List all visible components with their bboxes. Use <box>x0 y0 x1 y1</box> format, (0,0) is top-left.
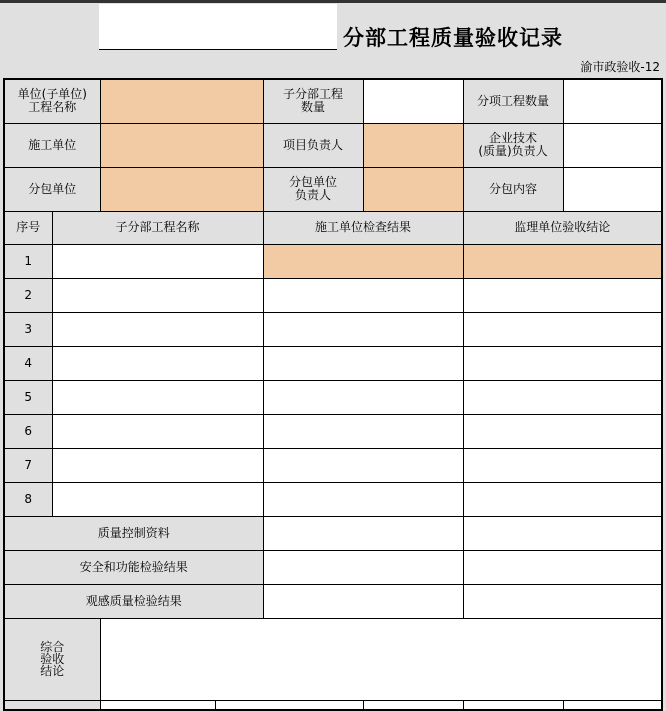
row-number: 5 <box>4 380 52 414</box>
tech-manager-label: 企业技术 (质量)负责人 <box>463 123 563 167</box>
check-result-cell[interactable] <box>263 278 463 312</box>
appearance-quality-check[interactable] <box>263 584 463 618</box>
safety-function-check[interactable] <box>263 550 463 584</box>
conclusion-cell[interactable] <box>463 346 662 380</box>
row-number: 6 <box>4 414 52 448</box>
table-row <box>4 380 662 414</box>
conclusion-cell[interactable] <box>463 448 662 482</box>
check-result-cell[interactable] <box>263 380 463 414</box>
check-result-cell[interactable] <box>263 312 463 346</box>
sub-manager-field[interactable] <box>363 167 463 211</box>
inspection-form <box>3 78 663 711</box>
sub-division-name-cell[interactable] <box>52 278 263 312</box>
table-row <box>4 346 662 380</box>
sub-division-name-cell[interactable] <box>52 482 263 516</box>
sub-division-name-cell[interactable] <box>52 414 263 448</box>
sub-division-name-cell[interactable] <box>52 380 263 414</box>
sub-division-count-label: 子分部工程 数量 <box>263 79 363 123</box>
signature-cell <box>463 700 563 710</box>
sub-manager-label: 分包单位 负责人 <box>263 167 363 211</box>
overall-conclusion-label: 综合 验收 结论 <box>4 618 100 700</box>
signature-cell <box>215 700 363 710</box>
col-header-no: 序号 <box>4 211 52 244</box>
sub-division-name-cell[interactable] <box>52 448 263 482</box>
project-manager-label: 项目负责人 <box>263 123 363 167</box>
safety-function-conclusion[interactable] <box>463 550 662 584</box>
quality-control-docs-conclusion[interactable] <box>463 516 662 550</box>
row-number: 8 <box>4 482 52 516</box>
row-number: 3 <box>4 312 52 346</box>
tech-manager-field[interactable] <box>563 123 662 167</box>
conclusion-cell[interactable] <box>463 380 662 414</box>
col-header-conclusion: 监理单位验收结论 <box>463 211 662 244</box>
table-row <box>4 414 662 448</box>
subcontractor-field[interactable] <box>100 167 263 211</box>
sub-division-count-field[interactable] <box>363 79 463 123</box>
item-count-field[interactable] <box>563 79 662 123</box>
unit-project-name-field[interactable] <box>100 79 263 123</box>
sub-division-name-cell[interactable] <box>52 346 263 380</box>
col-header-name: 子分部工程名称 <box>52 211 263 244</box>
conclusion-cell[interactable] <box>463 482 662 516</box>
check-result-cell[interactable] <box>263 482 463 516</box>
appearance-quality-conclusion[interactable] <box>463 584 662 618</box>
conclusion-cell[interactable] <box>463 244 662 278</box>
signature-cell <box>563 700 662 710</box>
subcontractor-label: 分包单位 <box>4 167 100 211</box>
summary-row <box>4 516 662 550</box>
sub-content-field[interactable] <box>563 167 662 211</box>
signature-cell <box>100 700 215 710</box>
conclusion-cell[interactable] <box>463 414 662 448</box>
check-result-cell[interactable] <box>263 346 463 380</box>
overall-conclusion-field[interactable] <box>100 618 662 700</box>
check-result-cell[interactable] <box>263 448 463 482</box>
row-number: 4 <box>4 346 52 380</box>
form-code: 渝市政验收-12 <box>580 60 660 74</box>
page-title: 分部工程质量验收记录 <box>343 25 563 50</box>
col-header-check: 施工单位检查结果 <box>263 211 463 244</box>
appearance-quality-label: 观感质量检验结果 <box>4 584 263 618</box>
check-result-cell[interactable] <box>263 414 463 448</box>
safety-function-label: 安全和功能检验结果 <box>4 550 263 584</box>
project-name-input[interactable] <box>99 4 337 50</box>
table-row <box>4 312 662 346</box>
quality-control-docs-check[interactable] <box>263 516 463 550</box>
project-manager-field[interactable] <box>363 123 463 167</box>
conclusion-cell[interactable] <box>463 278 662 312</box>
signature-cell <box>363 700 463 710</box>
sub-division-name-cell[interactable] <box>52 244 263 278</box>
table-row <box>4 244 662 278</box>
table-row <box>4 448 662 482</box>
summary-row <box>4 550 662 584</box>
table-row <box>4 482 662 516</box>
table-row <box>4 278 662 312</box>
sub-division-name-cell[interactable] <box>52 312 263 346</box>
unit-project-name-label: 单位(子单位) 工程名称 <box>4 79 100 123</box>
row-number: 7 <box>4 448 52 482</box>
signature-cell <box>4 700 100 710</box>
row-number: 2 <box>4 278 52 312</box>
top-border <box>0 0 666 3</box>
item-count-label: 分项工程数量 <box>463 79 563 123</box>
row-number: 1 <box>4 244 52 278</box>
contractor-field[interactable] <box>100 123 263 167</box>
conclusion-cell[interactable] <box>463 312 662 346</box>
contractor-label: 施工单位 <box>4 123 100 167</box>
summary-row <box>4 584 662 618</box>
quality-control-docs-label: 质量控制资料 <box>4 516 263 550</box>
sub-content-label: 分包内容 <box>463 167 563 211</box>
check-result-cell[interactable] <box>263 244 463 278</box>
